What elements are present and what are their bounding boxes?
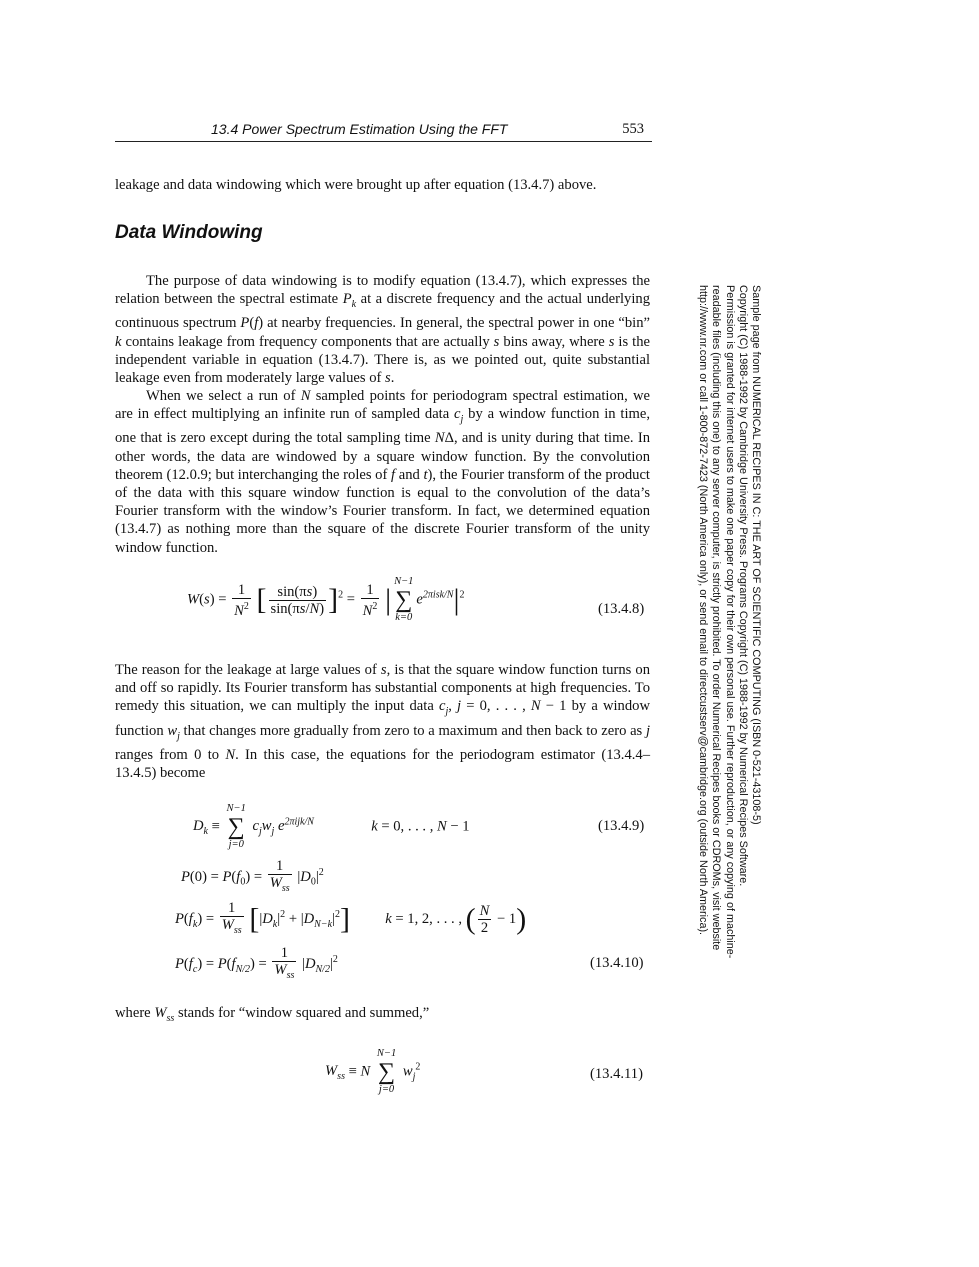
equation-number-13-4-8: (13.4.8) bbox=[598, 601, 645, 617]
paragraph-purpose: The purpose of data windowing is to modify equation (13.4.7), which expresses the relation between the spectral estimate $P_k$ at a discrete frequency and the actual underlying continuous spectrum P(f) at nearby frequencies. In general, the spectral power in one “bin” k contains leakage from frequency components that are actually s bins away, where s is the independent variable in equation (13.4.7). There is, as we pointed out, quite substantial leakage even from moderately large values of s. bbox=[115, 273, 650, 386]
page-number: 553 bbox=[622, 121, 644, 137]
equation-13-4-10-line3: $P(f_c) = P(f_{N/2})$ = $\frac{1}{W_{ss}}$ $|D_{N/2}|^2$ bbox=[175, 945, 338, 981]
side-note-line-1: Sample page from NUMERICAL RECIPES IN C: THE ART OF SCIENTIFIC COMPUTING (ISBN 0-521-43108-5) bbox=[750, 285, 762, 825]
paragraph-leakage: The reason for the leakage at large values of s, is that the square window function turns on and off so rapidly. Its Fourier transform has substantial components at high frequencies. To remedy this situation, we can multiply the input data $c_j$, j = 0, . . . , N − 1 by a window function $w_j$ that changes more gradually from zero to a maximum and then back to zero as j ranges from 0 to N. In this case, the equations for the periodogram estimator (13.4.4–13.4.5) become bbox=[115, 662, 650, 781]
equation-13-4-9: $D_k$ ≡ N−1 ∑ j=0 $c_jw_j$ $e^{2\pi ijk/N}$ k = 0, . . . , N − 1 bbox=[193, 803, 470, 850]
side-note-line-4: readable files (including this one) to any server computer, is strictly prohibited. To order Numerical Recipes books or CDROMs, visit website bbox=[710, 285, 723, 951]
equation-13-4-11: $W_{ss} \equiv N$ N−1 ∑ j=0 $w_j^2$ bbox=[325, 1048, 421, 1095]
body-paragraph-leakage bbox=[115, 661, 650, 782]
equation-number-13-4-11: (13.4.11) bbox=[590, 1066, 643, 1082]
equation-number-13-4-10: (13.4.10) bbox=[590, 955, 644, 971]
wss-definition-text: stands for “window squared and summed,” bbox=[177, 1005, 430, 1021]
side-note-line-5: http://www.nr.com or call 1-800-872-7423 (North America only), or send email to directcustserv@cambridge.org (outside North America). bbox=[697, 285, 710, 936]
equation-13-4-10-line2: $P(f_k)$ = $\frac{1}{W_{ss}}$ $[|D_k|^2 + |D_{N-k}|^2] k = 1$, 2, . . . , ( $\frac{N}{2}$ − 1) bbox=[175, 900, 527, 936]
equation-13-4-10-line1: $P(0) = P(f_0)$ = $\frac{1}{W_{ss}}$ $|D_0|^2$ bbox=[181, 858, 324, 894]
running-header bbox=[115, 121, 652, 142]
side-note-line-2: Copyright (C) 1988-1992 by Cambridge University Press. Programs Copyright (C) 1988-1992 by Numerical Recipes Software. bbox=[736, 285, 749, 887]
paragraph-window: When we select a run of N sampled points for periodogram spectral estimation, we are in effect multiplying an infinite run of sampled data $c_j$ by a window function in time, one that is zero except during the total sampling time NΔ, and is unity during that time. In other words, the data are windowed by a square window function. By the convolution theorem (12.0.9; but interchanging the roles of f and t), the Fourier transform of the product of the data with this square window function is equal to the convolution of the data’s Fourier transform with the window’s Fourier transform. In fact, we determined equation (13.4.7) as nothing more than the square of the discrete Fourier transform of the unity window function. bbox=[115, 388, 650, 556]
running-header-title: 13.4 Power Spectrum Estimation Using the FFT bbox=[211, 121, 508, 137]
side-note-line-3: Permission is granted for internet users to make one paper copy for their own personal use. Further reproduction, or any copying of machine- bbox=[723, 285, 736, 959]
equation-13-4-8: W(s) = $\frac{1}{N^2}$ [ $\frac{\sin(\pi s)}{\sin(\pi s/N)}$ ]$^2$ = $\frac{1}{N^2}$ | N−1 ∑ k=0 $e^{2\pi isk/N}|^2$ bbox=[187, 576, 465, 623]
intro-line: leakage and data windowing which were brought up after equation (13.4.7) above. bbox=[115, 177, 597, 193]
section-title: Data Windowing bbox=[115, 222, 263, 243]
body-paragraphs-1 bbox=[115, 272, 650, 557]
body-paragraph-wss: where $W_{ss}$ stands for “window squared and summed,” bbox=[115, 1005, 430, 1024]
equation-number-13-4-9: (13.4.9) bbox=[598, 818, 645, 834]
copyright-side-note bbox=[690, 285, 765, 975]
intro-paragraph bbox=[115, 176, 650, 194]
